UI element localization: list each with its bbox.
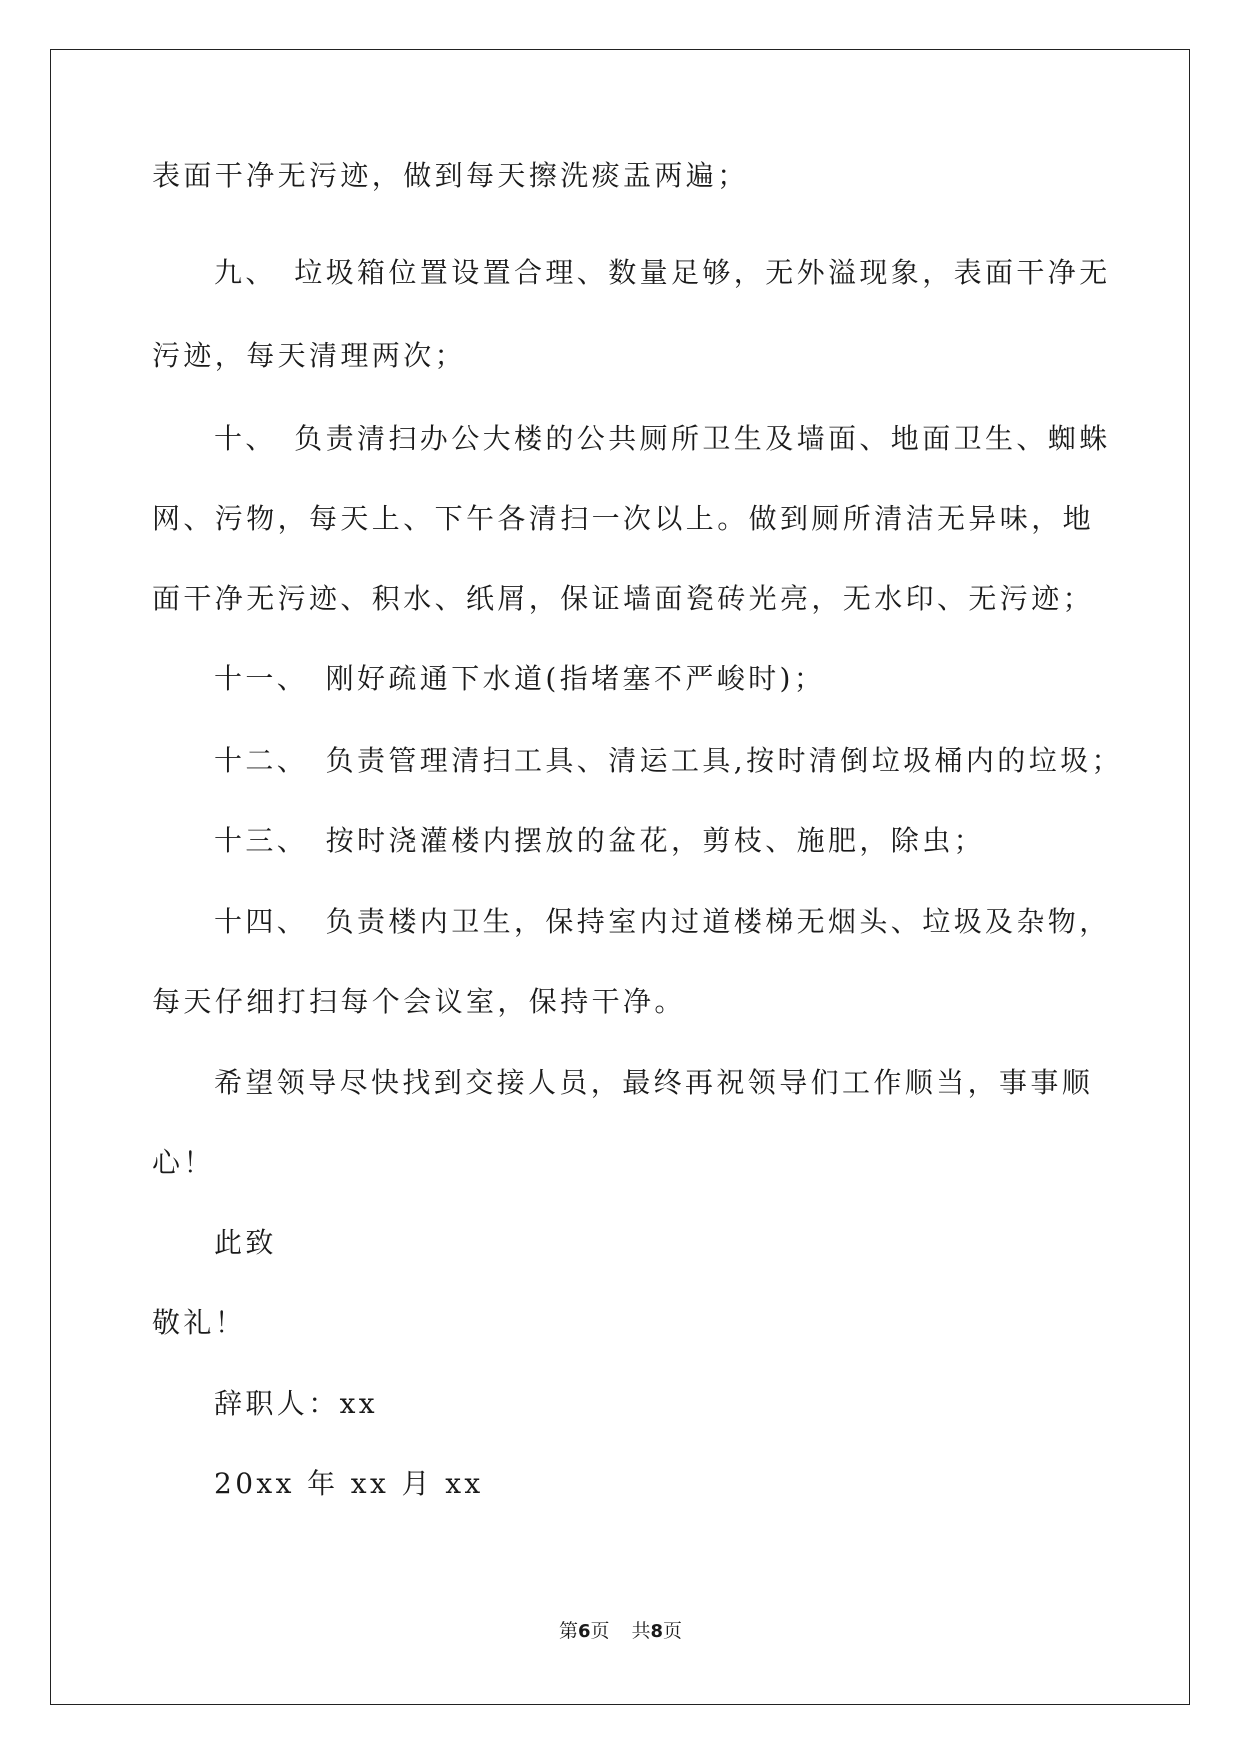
text-line: 污迹，每天清理两次； (152, 339, 467, 372)
text-line: 每天仔细打扫每个会议室，保持干净。 (152, 985, 686, 1018)
date-line: 20xx 年 xx 月 xx (214, 1467, 484, 1500)
text-line: 十、 负责清扫办公大楼的公共厕所卫生及墙面、地面卫生、蜘蛛 (214, 422, 1111, 455)
total-prefix: 共 (631, 1620, 651, 1642)
text-line: 网、污物，每天上、下午各清扫一次以上。做到厕所清洁无异味，地 (152, 502, 1095, 535)
closing-line: 敬礼！ (152, 1306, 247, 1339)
text-line: 十三、 按时浇灌楼内摆放的盆花，剪枝、施肥，除虫； (214, 824, 986, 857)
signature-line: 辞职人：xx (214, 1387, 378, 1420)
text-line: 心！ (152, 1146, 215, 1179)
page-border (50, 49, 1190, 1705)
page-total: 8 (650, 1621, 664, 1642)
text-line: 表面干净无污迹，做到每天擦洗痰盂两遍； (152, 159, 749, 192)
page-unit: 页 (590, 1620, 610, 1642)
text-line: 十四、 负责楼内卫生，保持室内过道楼梯无烟头、垃圾及杂物， (214, 905, 1111, 938)
page-footer (0, 1619, 1241, 1644)
page-current: 6 (577, 1621, 591, 1642)
text-line: 十二、 负责管理清扫工具、清运工具,按时清倒垃圾桶内的垃圾； (214, 744, 1123, 777)
text-line: 十一、 刚好疏通下水道(指堵塞不严峻时)； (214, 662, 826, 695)
text-line: 九、 垃圾箱位置设置合理、数量足够，无外溢现象，表面干净无 (214, 256, 1111, 289)
salutation-line: 此致 (214, 1226, 277, 1259)
text-line: 面干净无污迹、积水、纸屑，保证墙面瓷砖光亮，无水印、无污迹； (152, 582, 1095, 615)
text-line: 希望领导尽快找到交接人员，最终再祝领导们工作顺当，事事顺 (214, 1066, 1094, 1099)
page-prefix: 第 (558, 1620, 578, 1642)
total-unit: 页 (663, 1620, 683, 1642)
